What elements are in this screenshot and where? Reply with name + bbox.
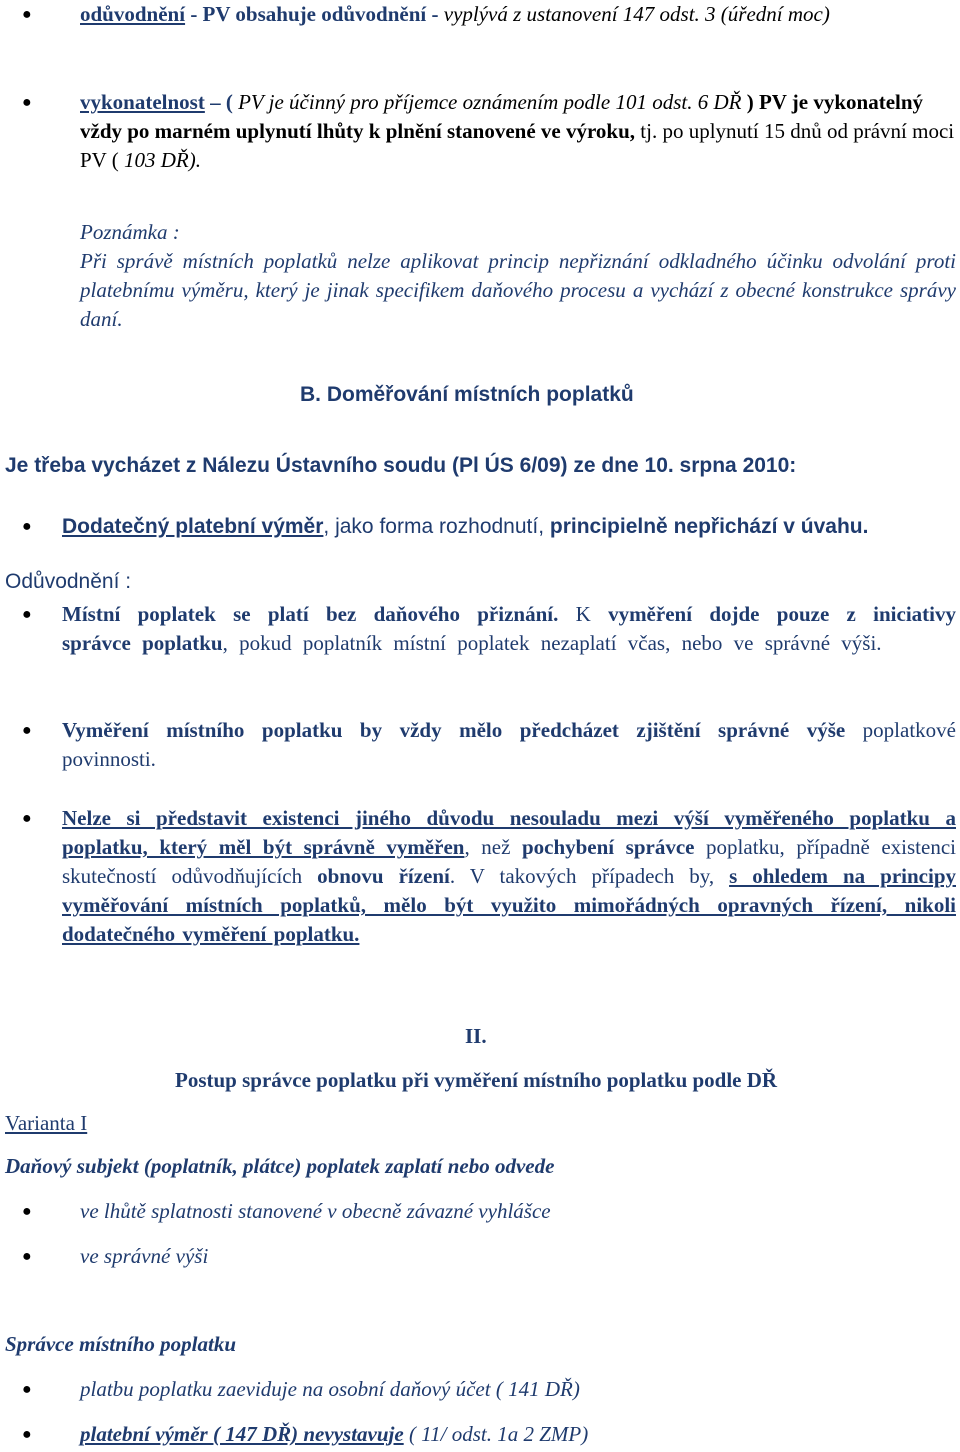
- term: vykonatelnost: [80, 90, 205, 114]
- list-item: ve správné výši: [80, 1244, 209, 1268]
- admin-heading: Správce místního poplatku: [5, 1332, 237, 1356]
- bullet-icon: ●: [22, 810, 32, 827]
- text: - PV obsahuje odůvodnění -: [185, 2, 444, 26]
- text: vyměření dojde pouze z iniciativy správce poplatku: [62, 602, 956, 655]
- text: Dodatečný platební výměr: [62, 515, 324, 538]
- text: , než: [464, 835, 522, 859]
- section-heading: B. Doměřování místních poplatků: [300, 383, 634, 406]
- text: Nelze si představit existenci jiného důvodu nesouladu mezi výší vyměřeného poplatku a poplatku, který měl být správně vyměřen: [62, 806, 956, 859]
- text: ( 11/ odst. 1a 2 ZMP): [403, 1422, 589, 1446]
- bullet-icon: ●: [22, 6, 32, 23]
- text: 103 DŘ).: [123, 148, 201, 172]
- text: poplatkové povinnosti.: [62, 718, 956, 771]
- text: K: [558, 602, 609, 626]
- text: poplatku, případně existenci skutečností odůvodňujících: [62, 835, 956, 888]
- text: PV je účinný pro příjemce oznámením podle 101 odst. 6 DŘ: [238, 90, 742, 114]
- text: Místní poplatek se platí bez daňového přiznání.: [62, 602, 559, 626]
- text: platební výměr ( 147 DŘ) nevystavuje: [80, 1422, 404, 1446]
- note-text: Při správě místních poplatků nelze aplikovat princip nepřiznání odkladného účinku odvolání proti platebnímu výměru, který je jinak specifikem daňového procesu a vychází z obecné konstrukce správy daní.: [80, 249, 956, 331]
- bullet-icon: ●: [22, 94, 32, 111]
- section-title: Postup správce poplatku při vyměření místního poplatku podle DŘ: [175, 1068, 778, 1092]
- text: – (: [204, 90, 239, 114]
- text: s ohledem na principy vyměřování místních poplatků, mělo být využito mimořádných opravných řízení, nikoli dodatečného vyměření poplatku.: [62, 864, 956, 946]
- list-item: [62, 512, 956, 541]
- list-item: [62, 600, 956, 658]
- bullet-icon: ●: [22, 1203, 32, 1220]
- list-item: [80, 0, 956, 29]
- section-reference: Je třeba vycházet z Nálezu Ústavního soudu (Pl ÚS 6/09) ze dne 10. srpna 2010:: [5, 454, 797, 477]
- text: , jako forma rozhodnutí,: [323, 515, 550, 538]
- section-number: II.: [465, 1024, 487, 1048]
- text: . V takových případech by,: [449, 864, 730, 888]
- bullet-icon: ●: [22, 722, 32, 739]
- list-item: [62, 804, 956, 949]
- list-item: ve lhůtě splatnosti stanovené v obecně závazné vyhlášce: [80, 1199, 551, 1223]
- list-item: platbu poplatku zaeviduje na osobní daňový účet ( 141 DŘ): [80, 1377, 580, 1401]
- text: obnovu řízení: [317, 864, 450, 888]
- text: tj. po uplynutí 15 dnů od právní moci PV (: [80, 119, 955, 172]
- text: Vyměření místního poplatku by vždy mělo předcházet zjištění správné výše: [62, 718, 846, 742]
- list-item: [80, 88, 956, 175]
- bullet-icon: ●: [22, 606, 32, 623]
- note: [80, 218, 956, 334]
- bullet-icon: ●: [22, 518, 32, 535]
- list-item: [80, 1420, 588, 1449]
- subject-heading: Daňový subjekt (poplatník, plátce) poplatek zaplatí nebo odvede: [5, 1154, 555, 1178]
- text: pochybení správce: [521, 835, 695, 859]
- bullet-icon: ●: [22, 1381, 32, 1398]
- text: principielně nepřichází v úvahu.: [549, 515, 869, 538]
- term: odůvodnění: [80, 2, 186, 26]
- variant-label: Varianta I: [5, 1111, 88, 1135]
- bullet-icon: ●: [22, 1426, 32, 1443]
- text: vyplývá z ustanovení 147 odst. 3 (úřední moc): [443, 2, 830, 26]
- text: ) PV je vykonatelný vždy po marném uplynutí lhůty k plnění stanovené ve výroku,: [80, 90, 924, 143]
- bullet-icon: ●: [22, 1248, 32, 1265]
- note-title: Poznámka :: [80, 220, 180, 244]
- list-item: [62, 716, 956, 774]
- justification-heading: Odůvodnění :: [5, 570, 132, 593]
- text: , pokud poplatník místní poplatek nezaplatí včas, nebo ve správné výši.: [222, 631, 882, 655]
